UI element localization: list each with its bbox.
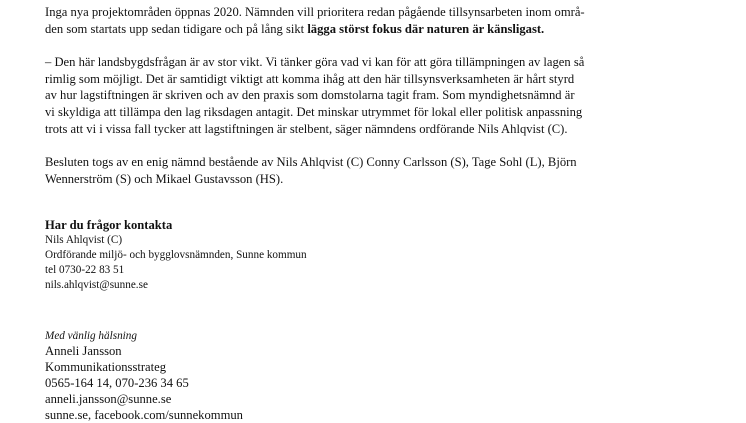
contact-phone: tel 0730-22 83 51 — [45, 264, 125, 277]
quote-line: rimlig som möjligt. Det är samtidigt viktigt att komma ihåg att den här tillsynsverksamheten är hårt styrd — [45, 71, 575, 86]
quote-line: trots att vi i vissa fall tycker att lagstiftningen är stelbent, säger nämndens ordförande Nils Ahlqvist (C). — [45, 121, 568, 136]
signature-name: Anneli Jansson — [45, 344, 122, 359]
signature-web[interactable]: sunne.se, facebook.com/sunnekommun — [45, 408, 243, 423]
intro-line-2 — [45, 21, 685, 38]
contact-block — [45, 217, 685, 293]
decision-line: Besluten togs av en enig nämnd bestående av Nils Ahlqvist (C) Conny Carlsson (S), Tage Sohl (L), Björn — [45, 155, 577, 170]
contact-role: Ordförande miljö- och bygglovsnämnden, Sunne kommun — [45, 249, 307, 262]
intro-line-2-text: den som startats upp sedan tidigare och på lång sikt — [45, 21, 308, 36]
quote-line: vi skyldiga att tillämpa den lag riksdagen antagit. Det minskar utrymmet för lokal eller politisk anpassning — [45, 104, 583, 119]
signature-greeting: Med vänlig hälsning — [45, 330, 137, 343]
intro-line-1: Inga nya projektområden öppnas 2020. Nämnden vill prioritera redan pågående tillsynsarbeten inom områ- — [45, 5, 585, 19]
quote-line: av hur lagstiftningen är skriven och av den praxis som domstolarna tagit fram. Som myndighetsnämnd är — [45, 88, 575, 103]
quote-line: – Den här landsbygdsfrågan är av stor vikt. Vi tänker göra vad vi kan för att göra tillämpningen av lagen så — [45, 55, 585, 70]
decision-paragraph — [45, 154, 685, 187]
decision-line: Wennerström (S) och Mikael Gustavsson (HS). — [45, 171, 284, 186]
intro-emphasis: lägga störst fokus där naturen är känsligast. — [307, 21, 545, 36]
signature-email[interactable]: anneli.jansson@sunne.se — [45, 392, 172, 407]
signature-title: Kommunikationsstrateg — [45, 360, 167, 375]
contact-email[interactable]: nils.ahlqvist@sunne.se — [45, 279, 148, 292]
quote-paragraph — [45, 54, 685, 137]
signature-block — [45, 329, 685, 423]
document-page — [45, 4, 685, 423]
contact-heading: Har du frågor kontakta — [45, 218, 173, 233]
contact-name: Nils Ahlqvist (C) — [45, 234, 123, 247]
signature-phones: 0565-164 14, 070-236 34 65 — [45, 376, 189, 391]
